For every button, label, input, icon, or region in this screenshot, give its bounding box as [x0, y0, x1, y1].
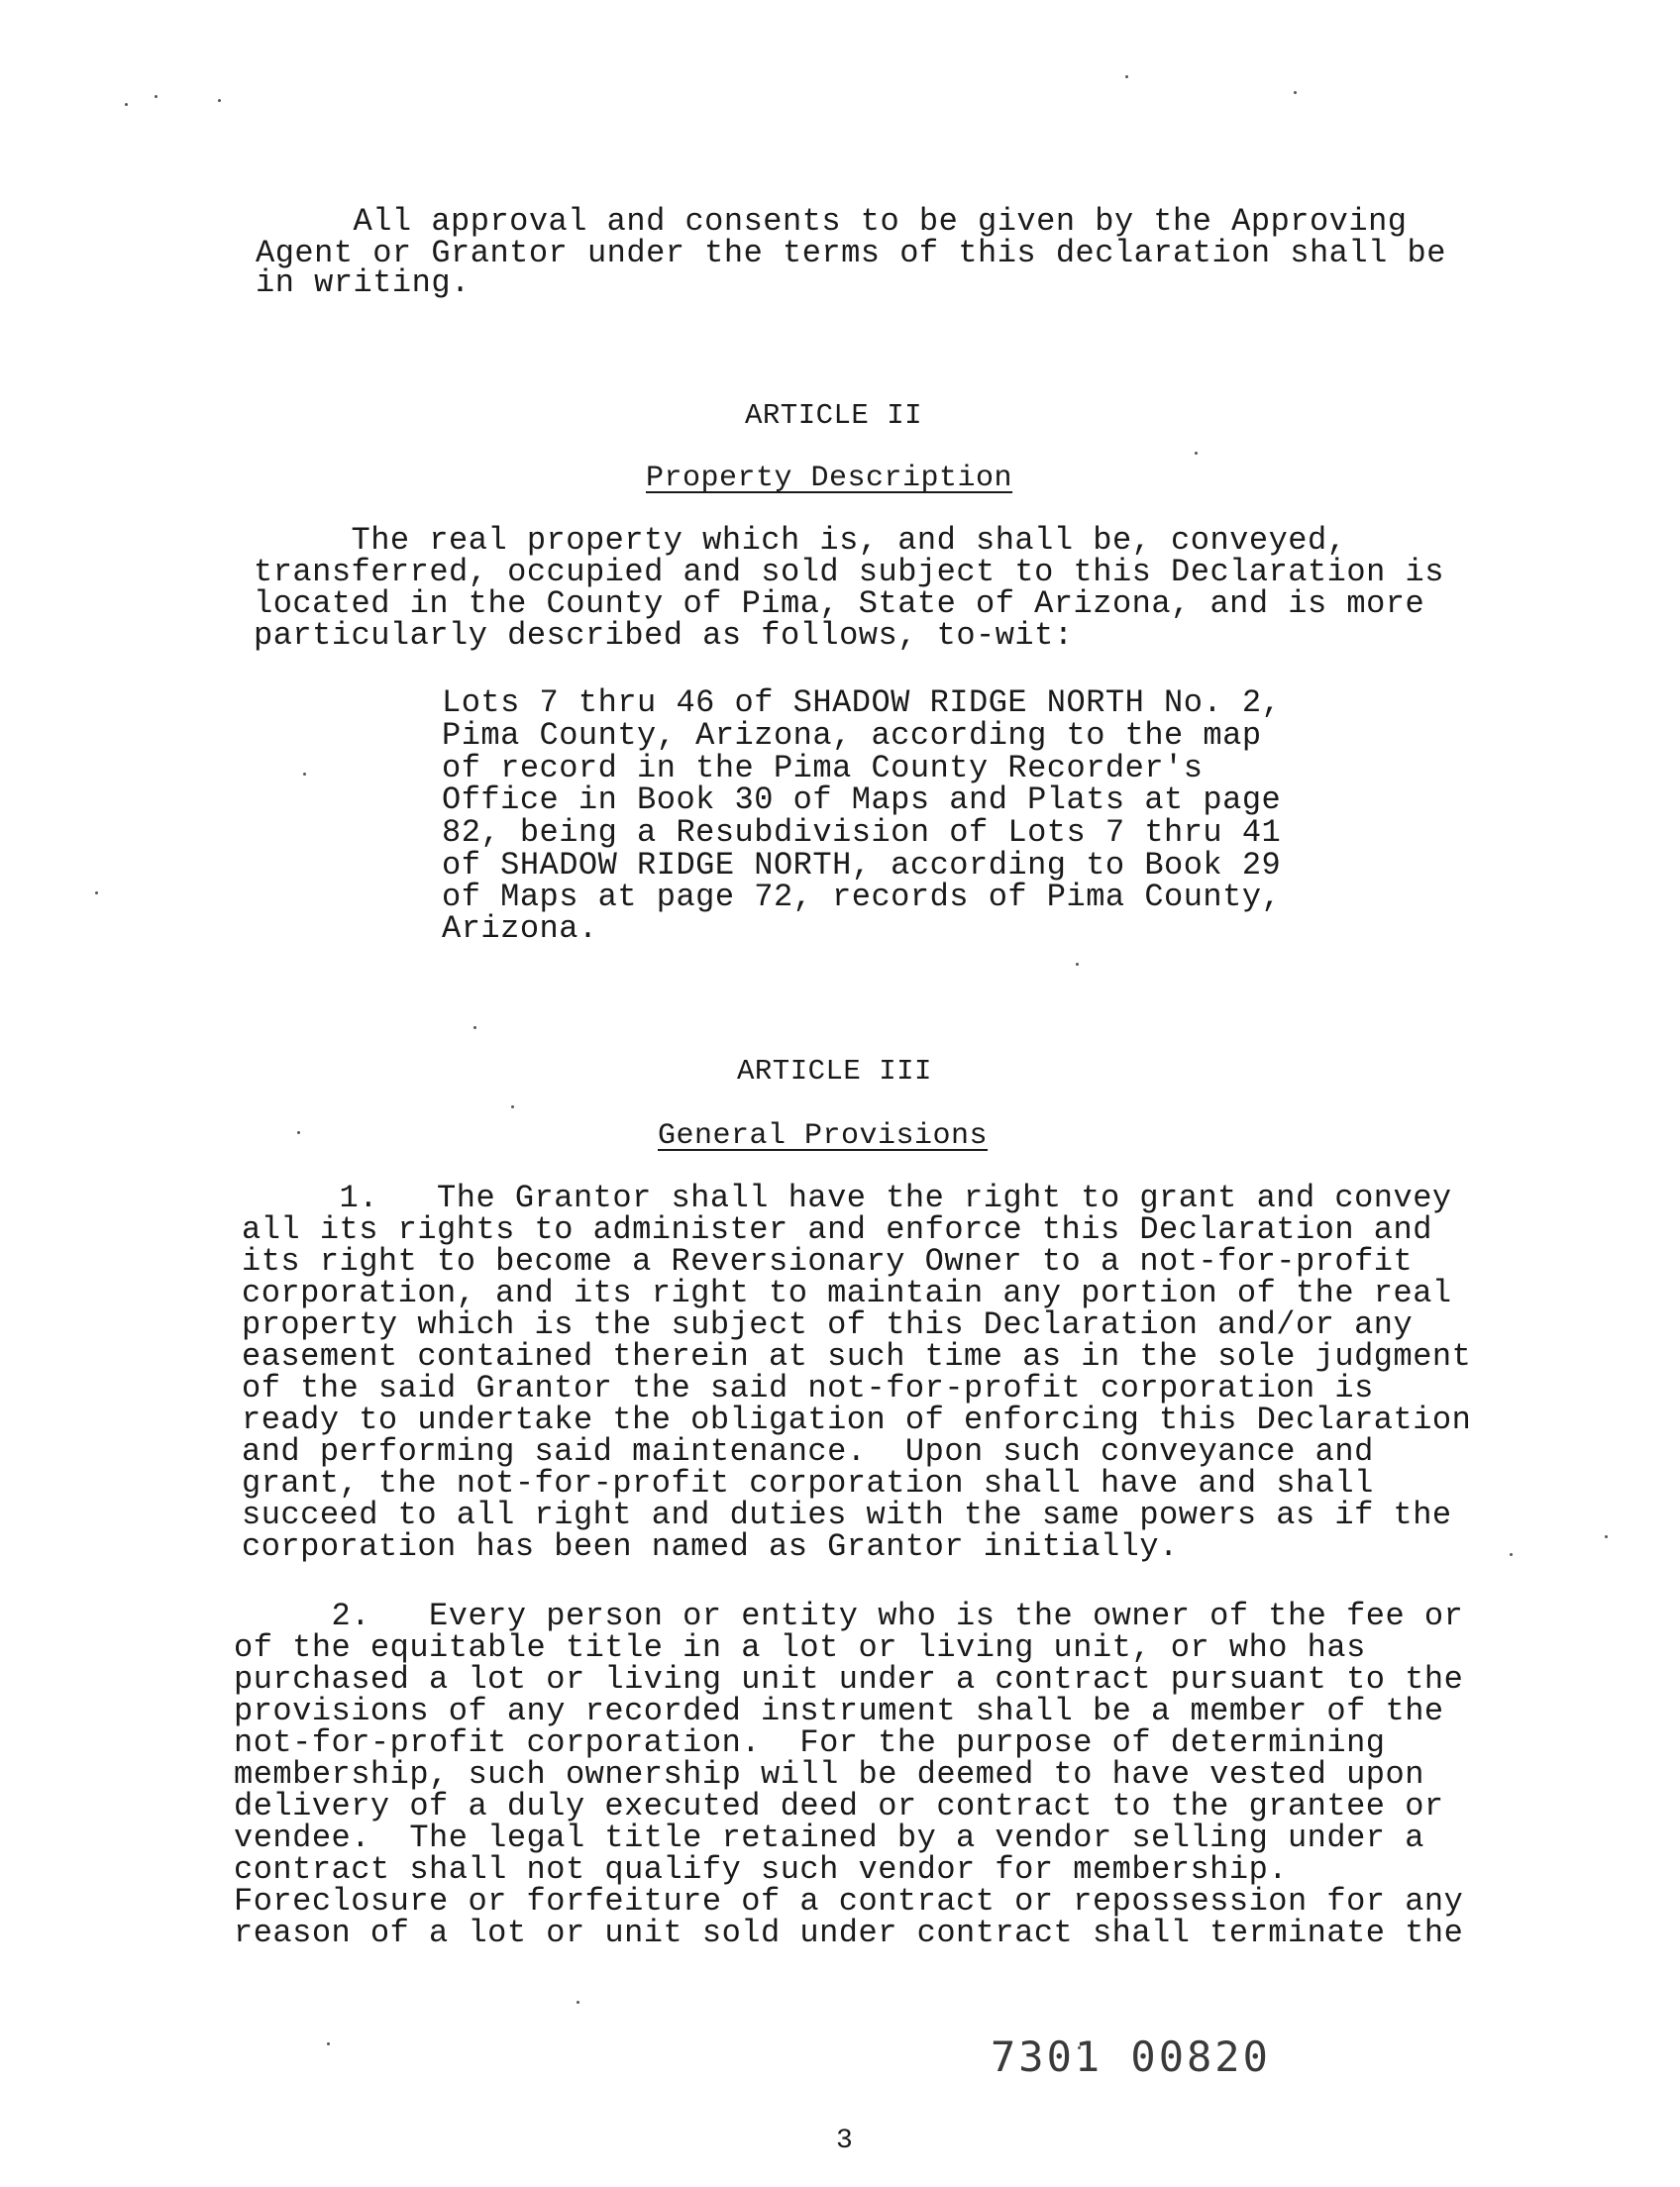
text-line: Lots 7 thru 46 of SHADOW RIDGE NORTH No. 2,: [442, 684, 1282, 721]
scan-speck: [155, 95, 158, 98]
text-line: purchased a lot or living unit under a contract pursuant to the: [234, 1661, 1464, 1698]
text-line: membership, such ownership will be deemed to have vested upon: [234, 1756, 1424, 1793]
scan-speck: [1605, 1535, 1608, 1538]
text-line: reason of a lot or unit sold under contract shall terminate the: [234, 1915, 1464, 1951]
text-line: corporation, and its right to maintain any portion of the real: [242, 1275, 1452, 1311]
scan-speck: [1125, 75, 1128, 78]
text-line: 2. Every person or entity who is the owner of the fee or: [234, 1598, 1464, 1634]
recording-number-stamp: 7301 00820: [991, 2032, 1271, 2081]
scan-speck: [473, 1026, 476, 1029]
text-line: of Maps at page 72, records of Pima County,: [442, 879, 1282, 915]
scan-speck: [297, 1131, 300, 1134]
text-line: of the said Grantor the said not-for-profit corporation is: [242, 1370, 1374, 1406]
text-line: Office in Book 30 of Maps and Plats at page: [442, 781, 1282, 818]
scan-speck: [125, 103, 128, 106]
text-line: grant, the not-for-profit corporation shall have and shall: [242, 1465, 1374, 1502]
text-line: all its rights to administer and enforce this Declaration and: [242, 1211, 1432, 1248]
text-line: not-for-profit corporation. For the purpose of determining: [234, 1724, 1386, 1761]
scan-speck: [95, 891, 98, 894]
text-line: vendee. The legal title retained by a vendor selling under a: [234, 1820, 1424, 1856]
text-line: property which is the subject of this Declaration and/or any: [242, 1306, 1414, 1343]
scan-speck: [1294, 91, 1297, 94]
article-heading: ARTICLE II: [745, 399, 923, 432]
text-line: Agent or Grantor under the terms of this declaration shall be: [256, 235, 1446, 271]
text-line: particularly described as follows, to-wit:: [254, 617, 1074, 654]
text-line: and performing said maintenance. Upon such conveyance and: [242, 1433, 1374, 1470]
text-line: ready to undertake the obligation of enforcing this Declaration: [242, 1402, 1472, 1438]
text-line: transferred, occupied and sold subject to this Declaration is: [254, 554, 1444, 590]
text-line: of record in the Pima County Recorder's: [442, 750, 1204, 786]
text-line: in writing.: [256, 264, 471, 301]
text-line: delivery of a duly executed deed or contract to the grantee or: [234, 1788, 1444, 1824]
scan-speck: [1510, 1553, 1513, 1556]
scan-speck: [218, 99, 221, 102]
text-line: All approval and consents to be given by the Approving: [256, 203, 1408, 240]
scan-speck: [577, 2001, 579, 2004]
section-title: Property Description: [646, 462, 1013, 495]
text-line: Arizona.: [442, 910, 598, 947]
text-line: Pima County, Arizona, according to the map: [442, 717, 1262, 754]
scan-speck: [511, 1105, 514, 1108]
text-line: easement contained therein at such time as in the sole judgment: [242, 1338, 1472, 1375]
text-line: of SHADOW RIDGE NORTH, according to Book 29: [442, 847, 1282, 884]
text-line: its right to become a Reversionary Owner to a not-for-profit: [242, 1243, 1414, 1280]
article-heading: ARTICLE III: [737, 1055, 932, 1088]
text-line: contract shall not qualify such vendor for membership.: [234, 1851, 1288, 1888]
scan-speck: [1076, 963, 1079, 966]
page-number: 3: [836, 2126, 853, 2156]
text-line: of the equitable title in a lot or living unit, or who has: [234, 1629, 1366, 1666]
scan-speck: [303, 773, 306, 776]
text-line: succeed to all right and duties with the same powers as if the: [242, 1497, 1452, 1533]
text-line: 82, being a Resubdivision of Lots 7 thru 41: [442, 814, 1282, 851]
scan-speck: [327, 2042, 330, 2045]
text-line: Foreclosure or forfeiture of a contract or repossession for any: [234, 1883, 1464, 1920]
text-line: corporation has been named as Grantor initially.: [242, 1528, 1179, 1565]
text-line: located in the County of Pima, State of Arizona, and is more: [254, 585, 1425, 622]
text-line: provisions of any recorded instrument shall be a member of the: [234, 1693, 1444, 1729]
scan-speck: [1195, 452, 1198, 455]
text-line: The real property which is, and shall be, conveyed,: [254, 522, 1347, 559]
text-line: 1. The Grantor shall have the right to grant and convey: [242, 1180, 1452, 1216]
section-title: General Provisions: [658, 1119, 989, 1153]
